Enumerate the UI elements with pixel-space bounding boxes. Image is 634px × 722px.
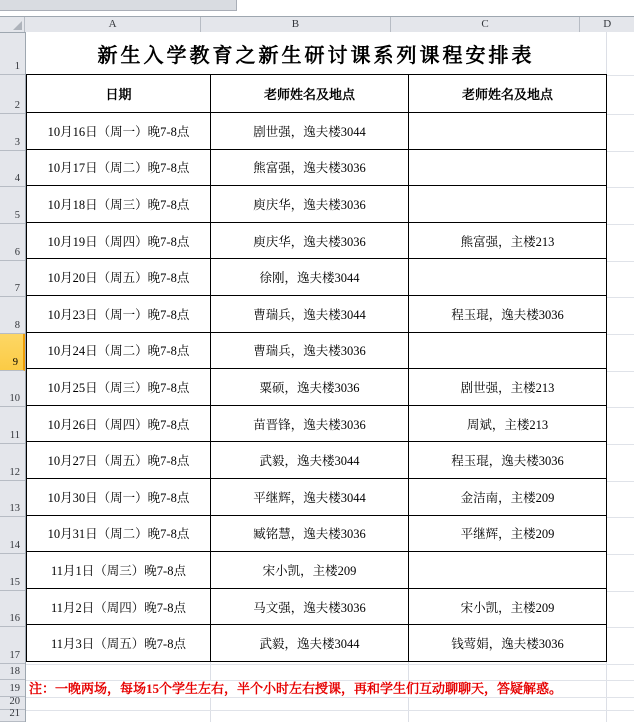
gridline (26, 697, 634, 698)
teacher-cell[interactable]: 剧世强，主楼213 (409, 369, 607, 406)
teacher-cell[interactable]: 马文强，逸夫楼3036 (211, 588, 409, 625)
teacher-cell[interactable]: 金洁南，主楼209 (409, 478, 607, 515)
table-row (27, 442, 607, 479)
teacher-cell[interactable]: 平继辉，逸夫楼3044 (211, 478, 409, 515)
row-header-18[interactable]: 18 (0, 664, 25, 680)
date-cell[interactable]: 10月23日（周一）晚7-8点 (27, 295, 211, 332)
row-header-9-selected[interactable]: 9 (0, 334, 25, 371)
date-cell[interactable]: 11月2日（周四）晚7-8点 (27, 588, 211, 625)
teacher-cell[interactable]: 宋小凯，主楼209 (211, 552, 409, 589)
teacher-cell[interactable]: 曹瑞兵，逸夫楼3044 (211, 295, 409, 332)
row-header-11[interactable]: 11 (0, 407, 25, 444)
teacher-cell[interactable]: 宋小凯，主楼209 (409, 588, 607, 625)
row-header-21[interactable]: 21 (0, 710, 25, 722)
header-cell-date[interactable]: 日期 (27, 75, 211, 113)
schedule-table (26, 74, 607, 662)
gridline (26, 710, 634, 711)
select-all-corner[interactable] (0, 17, 25, 32)
date-cell[interactable]: 10月31日（周二）晚7-8点 (27, 515, 211, 552)
table-row (27, 222, 607, 259)
row-header-2[interactable]: 2 (0, 75, 25, 114)
date-cell[interactable]: 11月3日（周五）晚7-8点 (27, 625, 211, 662)
note-cell[interactable]: 注：一晚两场，每场15个学生左右，半个小时左右授课，再和学生们互动聊聊天，答疑解惑。 (29, 681, 566, 697)
date-cell[interactable]: 11月1日（周三）晚7-8点 (27, 552, 211, 589)
row-header-12[interactable]: 12 (0, 444, 25, 481)
teacher-cell[interactable]: 武毅，逸夫楼3044 (211, 625, 409, 662)
teacher-cell[interactable]: 徐刚，逸夫楼3044 (211, 259, 409, 296)
teacher-cell[interactable]: 庾庆华，逸夫楼3036 (211, 222, 409, 259)
teacher-cell[interactable]: 庾庆华，逸夫楼3036 (211, 186, 409, 223)
row-header-3[interactable]: 3 (0, 114, 25, 151)
column-header-bar (0, 16, 634, 33)
teacher-cell[interactable]: 平继辉，主楼209 (409, 515, 607, 552)
row-header-13[interactable]: 13 (0, 481, 25, 518)
column-header-b[interactable]: B (201, 17, 391, 32)
table-row (27, 149, 607, 186)
row-header-7[interactable]: 7 (0, 261, 25, 298)
table-row (27, 552, 607, 589)
row-header-1[interactable]: 1 (0, 33, 25, 75)
select-all-icon (13, 21, 22, 30)
table-row (27, 113, 607, 150)
teacher-cell[interactable]: 熊富强，逸夫楼3036 (211, 149, 409, 186)
teacher-cell[interactable]: 武毅，逸夫楼3044 (211, 442, 409, 479)
date-cell[interactable]: 10月27日（周五）晚7-8点 (27, 442, 211, 479)
table-row (27, 369, 607, 406)
row-header-5[interactable]: 5 (0, 187, 25, 224)
title-cell[interactable]: 新生入学教育之新生研讨课系列课程安排表 (26, 32, 606, 75)
teacher-cell[interactable]: 程玉琨，逸夫楼3036 (409, 295, 607, 332)
table-row (27, 588, 607, 625)
date-cell[interactable]: 10月24日（周二）晚7-8点 (27, 332, 211, 369)
row-header-6[interactable]: 6 (0, 224, 25, 261)
date-cell[interactable]: 10月17日（周二）晚7-8点 (27, 149, 211, 186)
teacher-cell[interactable] (409, 552, 607, 589)
teacher-cell[interactable]: 熊富强，主楼213 (409, 222, 607, 259)
table-row (27, 405, 607, 442)
teacher-cell[interactable] (409, 113, 607, 150)
teacher-cell[interactable] (409, 332, 607, 369)
column-header-d[interactable]: D (603, 18, 612, 30)
date-cell[interactable]: 10月16日（周一）晚7-8点 (27, 113, 211, 150)
teacher-cell[interactable]: 臧铭慧，逸夫楼3036 (211, 515, 409, 552)
date-cell[interactable]: 10月25日（周三）晚7-8点 (27, 369, 211, 406)
teacher-cell[interactable] (409, 186, 607, 223)
table-row (27, 478, 607, 515)
teacher-cell[interactable]: 粟硕，逸夫楼3036 (211, 369, 409, 406)
table-row (27, 259, 607, 296)
teacher-cell[interactable]: 程玉琨，逸夫楼3036 (409, 442, 607, 479)
teacher-cell[interactable]: 钱莺娟，逸夫楼3036 (409, 625, 607, 662)
teacher-cell[interactable]: 剧世强，逸夫楼3044 (211, 113, 409, 150)
teacher-cell[interactable]: 曹瑞兵，逸夫楼3036 (211, 332, 409, 369)
header-cell-teacher1[interactable]: 老师姓名及地点 (211, 75, 409, 113)
table-row (27, 515, 607, 552)
row-header-17[interactable]: 17 (0, 627, 25, 664)
table-row (27, 625, 607, 662)
date-cell[interactable]: 10月19日（周四）晚7-8点 (27, 222, 211, 259)
column-header-c[interactable]: C (391, 17, 581, 32)
row-header-20[interactable]: 20 (0, 697, 25, 710)
table-row (27, 332, 607, 369)
date-cell[interactable]: 10月20日（周五）晚7-8点 (27, 259, 211, 296)
row-header-16[interactable]: 16 (0, 591, 25, 628)
row-header-19[interactable]: 19 (0, 680, 25, 697)
row-header-bar (0, 33, 26, 722)
sheet-grid (26, 32, 634, 722)
teacher-cell[interactable]: 周斌，主楼213 (409, 405, 607, 442)
teacher-cell[interactable] (409, 149, 607, 186)
gridline (26, 664, 634, 665)
row-header-4[interactable]: 4 (0, 151, 25, 188)
date-cell[interactable]: 10月18日（周三）晚7-8点 (27, 186, 211, 223)
header-cell-teacher2[interactable]: 老师姓名及地点 (409, 75, 607, 113)
column-header-a[interactable]: A (25, 17, 201, 32)
row-header-15[interactable]: 15 (0, 554, 25, 591)
teacher-cell[interactable] (409, 259, 607, 296)
teacher-cell[interactable]: 苗晋锋，逸夫楼3036 (211, 405, 409, 442)
table-row (27, 186, 607, 223)
formula-bar-remnant (0, 0, 237, 11)
table-row (27, 295, 607, 332)
table-header-row (27, 75, 607, 113)
row-header-10[interactable]: 10 (0, 371, 25, 408)
date-cell[interactable]: 10月30日（周一）晚7-8点 (27, 478, 211, 515)
date-cell[interactable]: 10月26日（周四）晚7-8点 (27, 405, 211, 442)
row-header-8[interactable]: 8 (0, 297, 25, 334)
row-header-14[interactable]: 14 (0, 517, 25, 554)
